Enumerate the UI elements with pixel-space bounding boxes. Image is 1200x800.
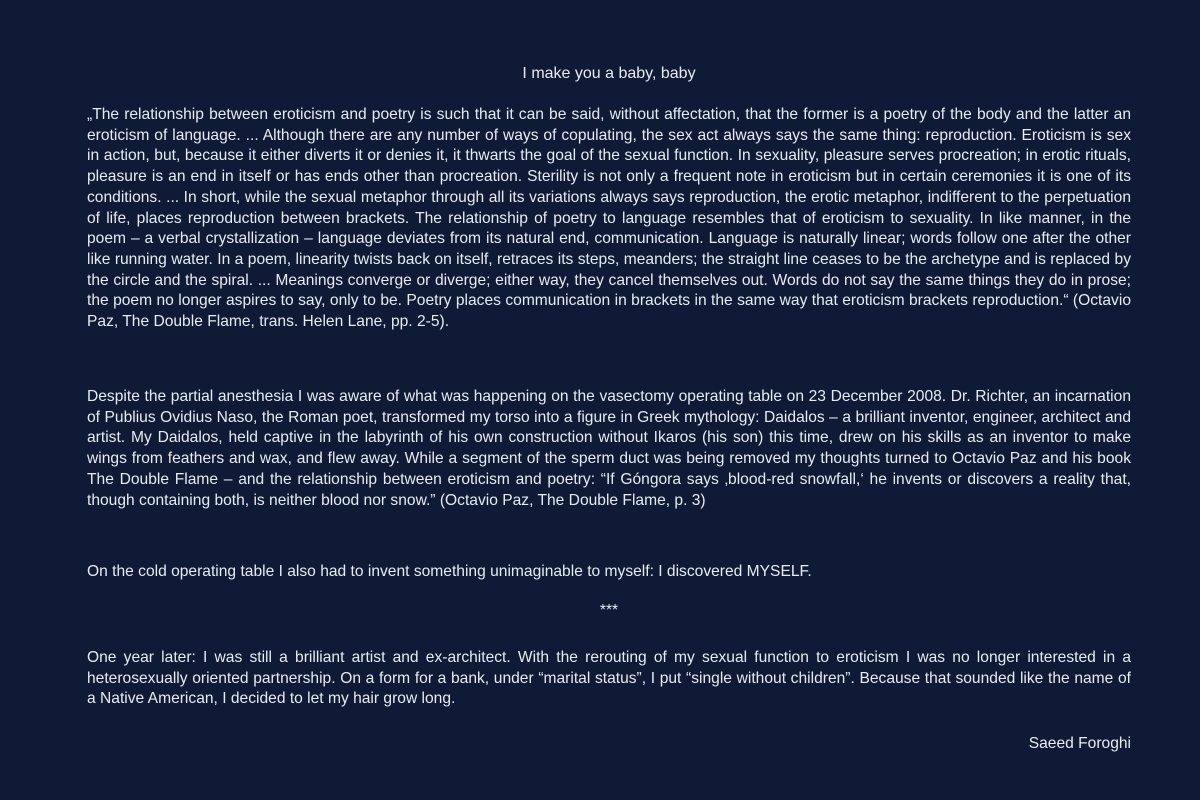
paragraph-discovered-myself: On the cold operating table I also had to invent something unimaginable to myself: I discovered MYSELF.	[87, 563, 812, 580]
paragraph-vasectomy: Despite the partial anesthesia I was aware of what was happening on the vasectomy operating table on 23 December 2008. Dr. Richter, an incarnation of Publius Ovidius Naso, the Roman poet, transformed my torso into a figure in Greek mythology: Daidalos – a brilliant inventor, engineer, architect and artist. My Daidalos, held captive in the labyrinth of his own construction without Ikaros (his son) this time, drew on his skills as an inventor to make wings from feathers and wax, and flew away. While a segment of the sperm duct was being removed my thoughts turned to Octavio Paz and his book The Double Flame – and the relationship between eroticism and poetry: “If Góngora says ‚blood-red snowfall,‘ he invents or discovers a reality that, though containing both, is neither blood nor snow.” (Octavio Paz, The Double Flame, p. 3)	[87, 388, 1131, 509]
document-title: I make you a baby, baby	[522, 65, 696, 82]
document-page	[87, 0, 1131, 800]
paragraph-one-year-later: One year later: I was still a brilliant artist and ex-architect. With the rerouting of my sexual function to eroticism I was no longer interested in a heterosexually oriented partnership. On a form for a bank, under “marital status”, I put “single without children”. Because that sounded like the name of a Native American, I decided to let my hair grow long.	[87, 649, 1131, 708]
section-separator: ***	[599, 602, 619, 619]
author-signature: Saeed Foroghi	[1028, 735, 1131, 752]
paragraph-paz-quote: „The relationship between eroticism and poetry is such that it can be said, without affectation, that the former is a poetry of the body and the latter an eroticism of language. ... Although there are any number of ways of copulating, the sex act always says the same thing: reproduction. Eroticism is sex in action, but, because it either diverts it or denies it, it thwarts the goal of the sexual function. In sexuality, pleasure serves procreation; in erotic rituals, pleasure is an end in itself or has ends other than procreation. Sterility is not only a frequent note in eroticism but in certain ceremonies it is one of its conditions. ... In short, while the sexual metaphor through all its variations always says reproduction, the erotic metaphor, indifferent to the perpetuation of life, places reproduction between brackets. The relationship of poetry to language resembles that of eroticism to sexuality. In like manner, in the poem – a verbal crystallization – language deviates from its natural end, communication. Language is naturally linear; words follow one after the other like running water. In a poem, linearity twists back on itself, retraces its steps, meanders; the straight line ceases to be the archetype and is replaced by the circle and the spiral. ... Meanings converge or diverge; either way, they cancel themselves out. Words do not say the same things they do in prose; the poem no longer aspires to say, only to be. Poetry places communication in brackets in the same way that eroticism brackets reproduction.“ (Octavio Paz, The Double Flame, trans. Helen Lane, pp. 2-5).	[87, 106, 1131, 331]
